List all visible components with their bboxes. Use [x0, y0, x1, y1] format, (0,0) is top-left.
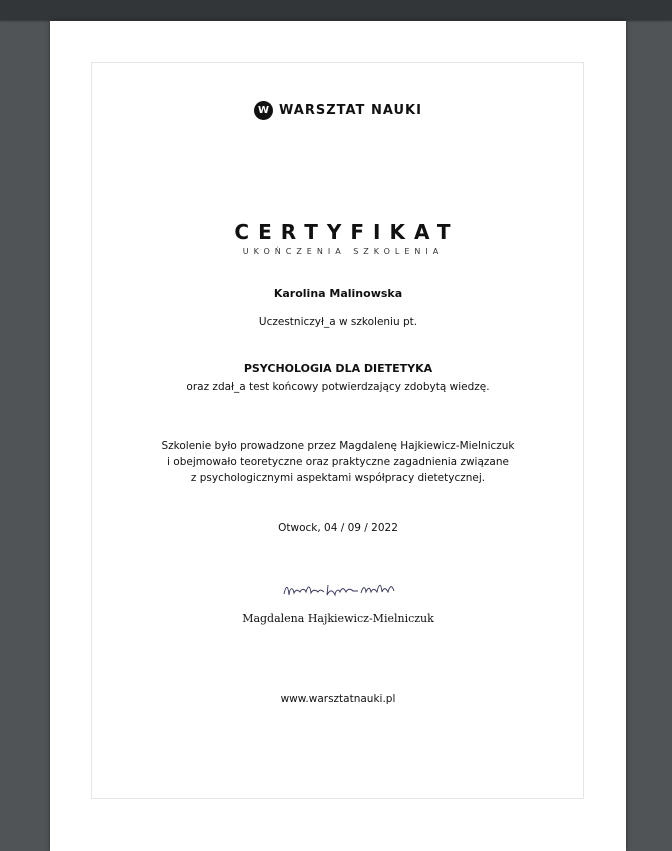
viewer-toolbar	[0, 0, 672, 20]
passed-text: oraz zdał_a test końcowy potwierdzający zdobytą wiedzę.	[186, 381, 490, 393]
logo-icon: W	[254, 101, 273, 120]
participant-name: Karolina Malinowska	[273, 287, 403, 300]
certificate-title: CERTYFIKAT	[234, 220, 460, 244]
certificate-border	[91, 62, 584, 799]
logo	[50, 101, 626, 120]
description-line: Szkolenie było prowadzone przez Magdalenę Hajkiewicz-Mielniczuk	[161, 440, 515, 452]
signer-name: Magdalena Hajkiewicz-Mielniczuk	[242, 612, 434, 625]
description-line: i obejmowało teoretyczne oraz praktyczne zagadnienia związane	[167, 456, 509, 468]
website: www.warsztatnauki.pl	[280, 693, 396, 705]
place-date: Otwock, 04 / 09 / 2022	[278, 522, 398, 534]
description-line: z psychologicznymi aspektami współpracy dietetycznej.	[190, 472, 486, 484]
participated-text: Uczestniczył_a w szkoleniu pt.	[258, 316, 418, 328]
course-name: PSYCHOLOGIA DLA DIETETYKA	[243, 362, 433, 375]
certificate-subtitle: UKOŃCZENIA SZKOLENIA	[242, 247, 444, 256]
logo-text: WARSZTAT NAUKI	[279, 103, 422, 118]
handwritten-signature	[50, 579, 626, 605]
document-page	[50, 21, 626, 851]
